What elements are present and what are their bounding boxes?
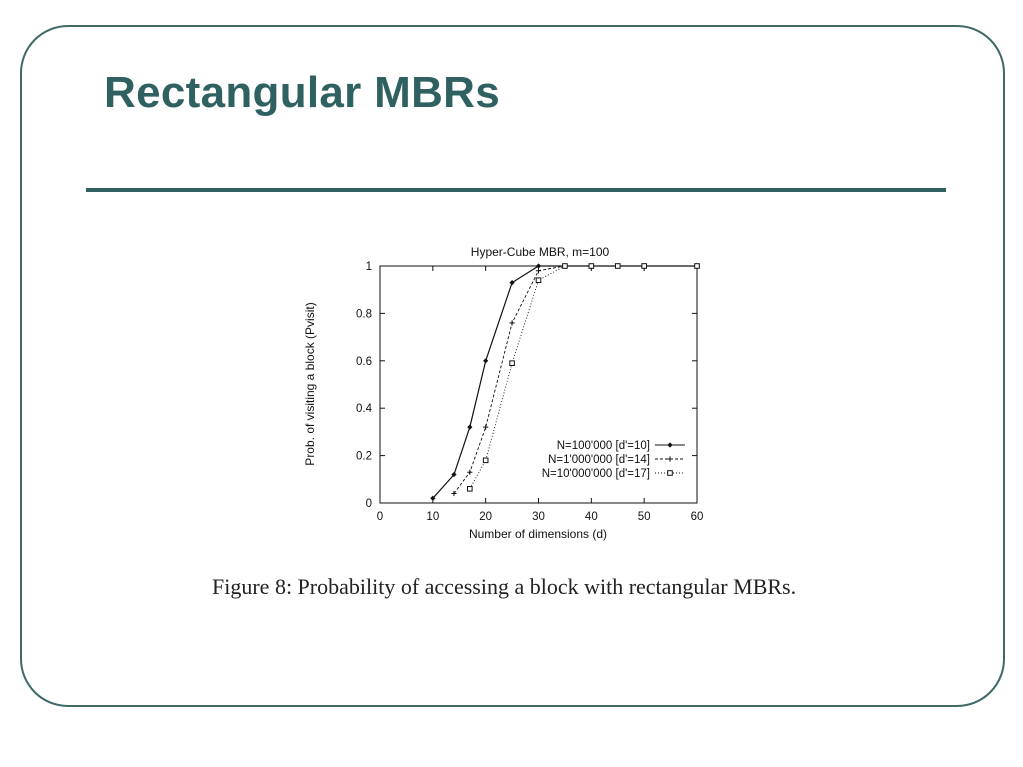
- x-tick-label: 40: [584, 511, 598, 523]
- point-marker-plus: [483, 425, 488, 430]
- point-marker-square: [642, 264, 647, 269]
- point-marker-square: [589, 264, 594, 269]
- point-marker-square: [668, 471, 673, 476]
- y-tick-label: 0.6: [356, 355, 372, 368]
- legend-label: N=100'000 [d'=10]: [556, 440, 650, 452]
- point-marker-square: [615, 264, 620, 269]
- legend-label: N=1'000'000 [d'=14]: [548, 454, 650, 466]
- point-marker-square: [563, 264, 568, 269]
- x-tick-label: 0: [376, 511, 384, 523]
- y-tick-label: 1: [365, 261, 372, 273]
- x-tick-label: 60: [690, 511, 704, 523]
- x-tick-label: 30: [532, 511, 545, 523]
- point-marker-plus: [509, 320, 514, 325]
- point-marker-diamond: [467, 425, 472, 430]
- y-axis-label: Prob. of visiting a block (Pvisit): [303, 302, 317, 466]
- chart-legend: [542, 440, 685, 480]
- point-marker-plus: [467, 470, 472, 475]
- figure-caption: Figure 8: Probability of accessing a block with rectangular MBRs.: [212, 574, 797, 599]
- point-marker-square: [510, 361, 515, 366]
- point-marker-square: [468, 486, 473, 491]
- x-axis-label: Number of dimensions (d): [468, 527, 608, 541]
- y-tick-label: 0.8: [356, 308, 372, 321]
- point-marker-square: [536, 278, 541, 283]
- point-marker-plus: [667, 456, 672, 461]
- y-tick-label: 0.2: [356, 450, 372, 463]
- x-tick-label: 10: [426, 511, 440, 523]
- point-marker-diamond: [667, 442, 672, 447]
- y-tick-label: 0.4: [356, 403, 372, 416]
- slide-title: Rectangular MBRs: [104, 68, 500, 117]
- point-marker-square: [695, 264, 700, 269]
- point-marker-plus: [536, 268, 541, 273]
- x-tick-label: 50: [637, 511, 651, 523]
- probability-chart: [290, 238, 730, 548]
- legend-label: N=10'000'000 [d'=17]: [541, 468, 650, 480]
- chart-title: Hyper-Cube MBR, m=100: [470, 245, 610, 259]
- point-marker-square: [483, 458, 488, 463]
- point-marker-diamond: [483, 358, 488, 363]
- x-tick-label: 20: [479, 511, 493, 523]
- title-divider: [86, 188, 946, 192]
- x-axis: [377, 266, 704, 523]
- y-tick-label: 0: [365, 498, 372, 510]
